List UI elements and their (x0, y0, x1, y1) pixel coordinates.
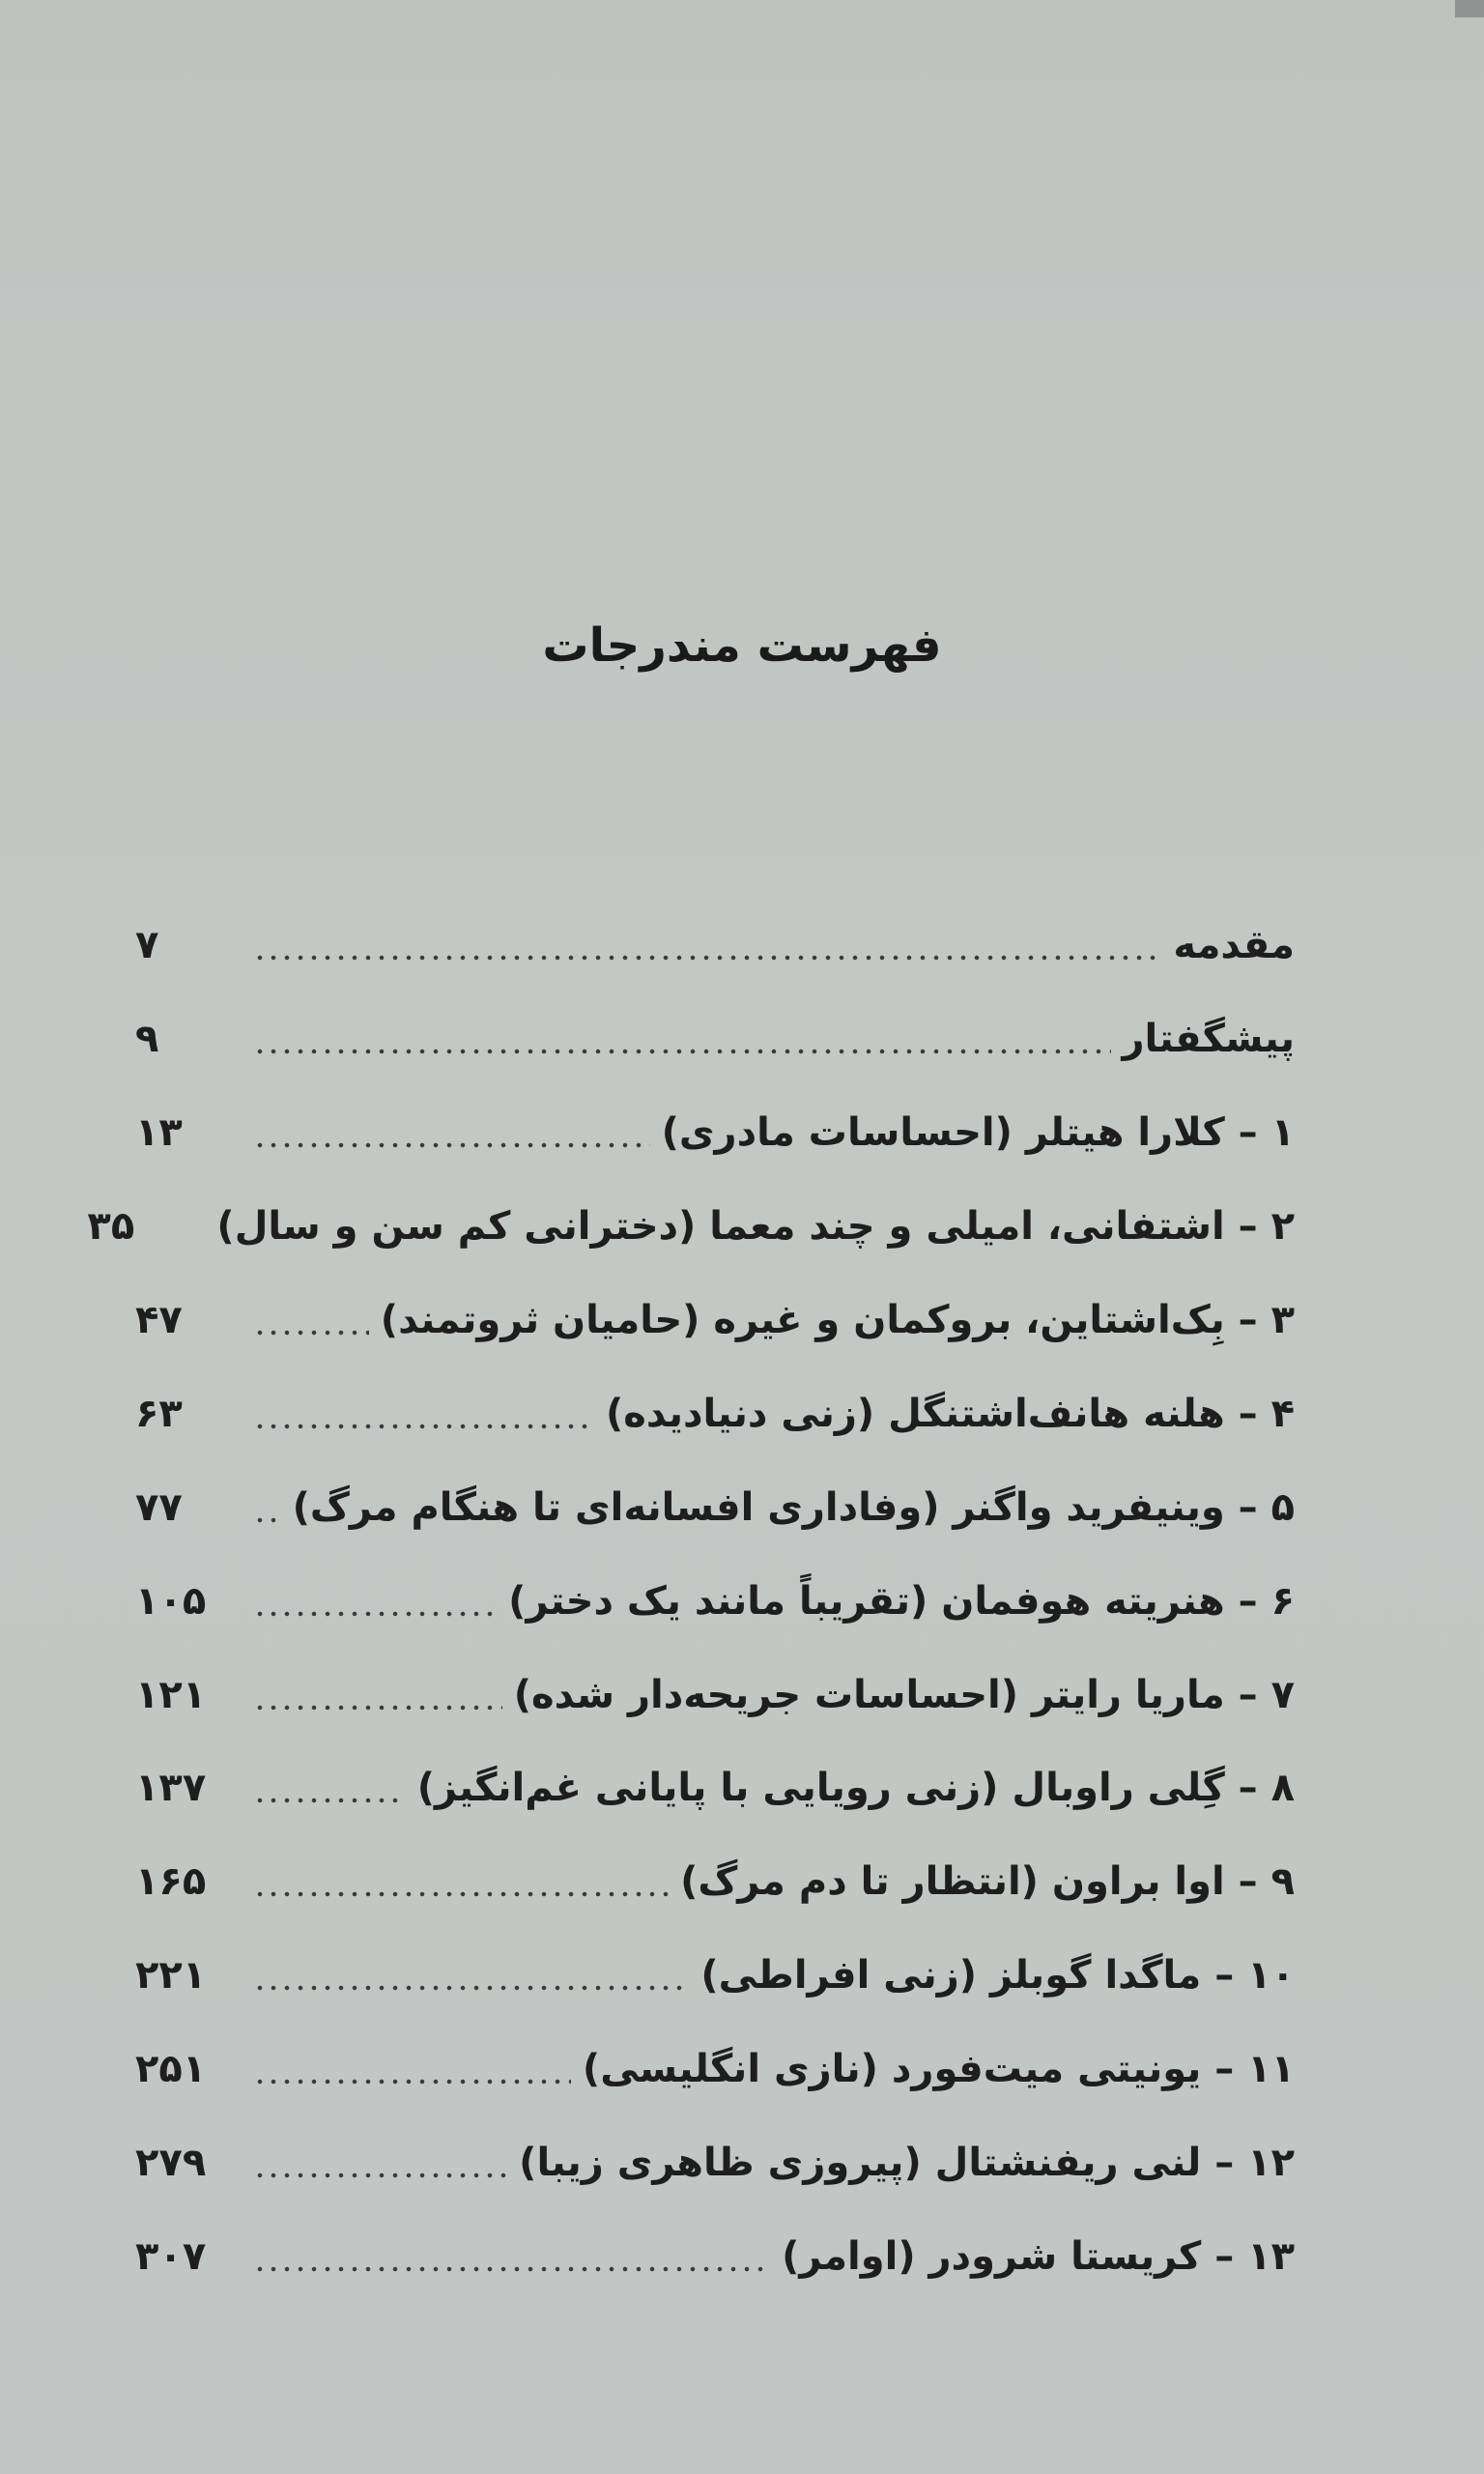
toc-entry-chapter-1 (135, 1086, 1295, 1180)
dot-leader (253, 1141, 650, 1149)
page-corner-mark (1455, 0, 1484, 17)
toc-entry-chapter-10 (135, 1929, 1295, 2023)
toc-entry-page-number: ۳۵ (87, 1204, 135, 1250)
toc-entry-page-number: ۷ (135, 923, 159, 968)
toc-entry-page-number: ۷۷ (135, 1484, 183, 1530)
dot-leader (253, 1610, 497, 1618)
dot-leader (253, 1704, 502, 1712)
toc-entry-page-number: ۱۶۵ (135, 1859, 207, 1905)
toc-entry-title: ۶ – هنریته هوفمان (تقریباً مانند یک دختر) (508, 1578, 1295, 1624)
toc-entry-page-number: ۴۷ (135, 1298, 183, 1342)
page-title: فهرست مندرجات (542, 618, 942, 673)
toc-entry-chapter-2 (87, 1180, 1295, 1274)
dot-leader (253, 954, 1161, 962)
toc-entry-foreword (135, 992, 1295, 1086)
toc-entry-chapter-3 (135, 1274, 1295, 1367)
toc-entry-introduction (135, 899, 1295, 992)
dot-leader (253, 2265, 770, 2273)
toc-entry-chapter-6 (135, 1554, 1295, 1648)
toc-entry-title: ۵ – وینیفرید واگنر (وفاداری افسانه‌ای تا هنگام مرگ) (292, 1484, 1295, 1530)
dot-leader (253, 2172, 507, 2179)
toc-entry-page-number: ۲۷۹ (135, 2141, 207, 2186)
toc-entry-chapter-4 (135, 1366, 1295, 1460)
toc-entry-title: ۳ – بِک‌اشتاین، بروکمان و غیره (حامیان ثروتمند) (380, 1298, 1295, 1342)
toc-entry-page-number: ۱۲۱ (135, 1672, 207, 1717)
toc-entry-chapter-13 (135, 2209, 1295, 2303)
toc-entry-chapter-7 (135, 1648, 1295, 1741)
toc-entry-page-number: ۲۲۱ (135, 1953, 207, 1999)
toc-entry-chapter-9 (135, 1835, 1295, 1929)
dot-leader (253, 2078, 571, 2086)
toc-entry-chapter-5 (135, 1460, 1295, 1554)
toc-entry-title: مقدمه (1173, 923, 1295, 968)
dot-leader (253, 1984, 689, 1992)
toc-entry-page-number: ۱۳ (135, 1110, 183, 1156)
toc-entry-page-number: ۹ (135, 1017, 159, 1062)
toc-entry-chapter-11 (135, 2023, 1295, 2116)
toc-entry-chapter-8 (135, 1741, 1295, 1835)
toc-entry-title: ۷ – ماریا رایتر (احساسات جریحه‌دار شده) (513, 1672, 1295, 1717)
toc-entry-chapter-12 (135, 2116, 1295, 2210)
toc-entry-title: ۸ – گِلی راوبال (زنی رویایی با پایانی غم‌انگیز) (416, 1766, 1295, 1811)
table-of-contents (87, 899, 1295, 2303)
toc-entry-title: ۱۳ – کریستا شرودر (اوامر) (782, 2233, 1295, 2279)
toc-entry-title: ۹ – اوا براون (انتظار تا دم مرگ) (680, 1859, 1295, 1905)
toc-entry-page-number: ۱۰۵ (135, 1578, 207, 1624)
toc-entry-title: ۲ – اشتفانی، امیلی و چند معما (دخترانی کم سن و سال) (216, 1204, 1295, 1250)
dot-leader (253, 1329, 369, 1337)
toc-entry-title: ۱۰ – ماگدا گوبلز (زنی افراطی) (700, 1953, 1295, 1999)
toc-entry-title: ۱۲ – لنی ریفنشتال (پیروزی ظاهری زیبا) (519, 2141, 1295, 2186)
dot-leader (253, 1516, 281, 1524)
toc-entry-page-number: ۱۳۷ (135, 1766, 207, 1811)
dot-leader (253, 1423, 594, 1430)
toc-entry-page-number: ۳۰۷ (135, 2233, 207, 2279)
toc-entry-title: ۴ – هلنه هانف‌اشتنگل (زنی دنیادیده) (605, 1391, 1295, 1436)
toc-entry-title: ۱۱ – یونیتی میت‌فورد (نازی انگلیسی) (582, 2047, 1295, 2092)
dot-leader (253, 1048, 1111, 1055)
dot-leader (253, 1797, 406, 1804)
toc-entry-page-number: ۶۳ (135, 1391, 183, 1436)
dot-leader (253, 1890, 669, 1898)
toc-entry-title: پیشگفتار (1122, 1017, 1295, 1062)
toc-entry-title: ۱ – کلارا هیتلر (احساسات مادری) (661, 1110, 1295, 1156)
toc-entry-page-number: ۲۵۱ (135, 2047, 207, 2092)
